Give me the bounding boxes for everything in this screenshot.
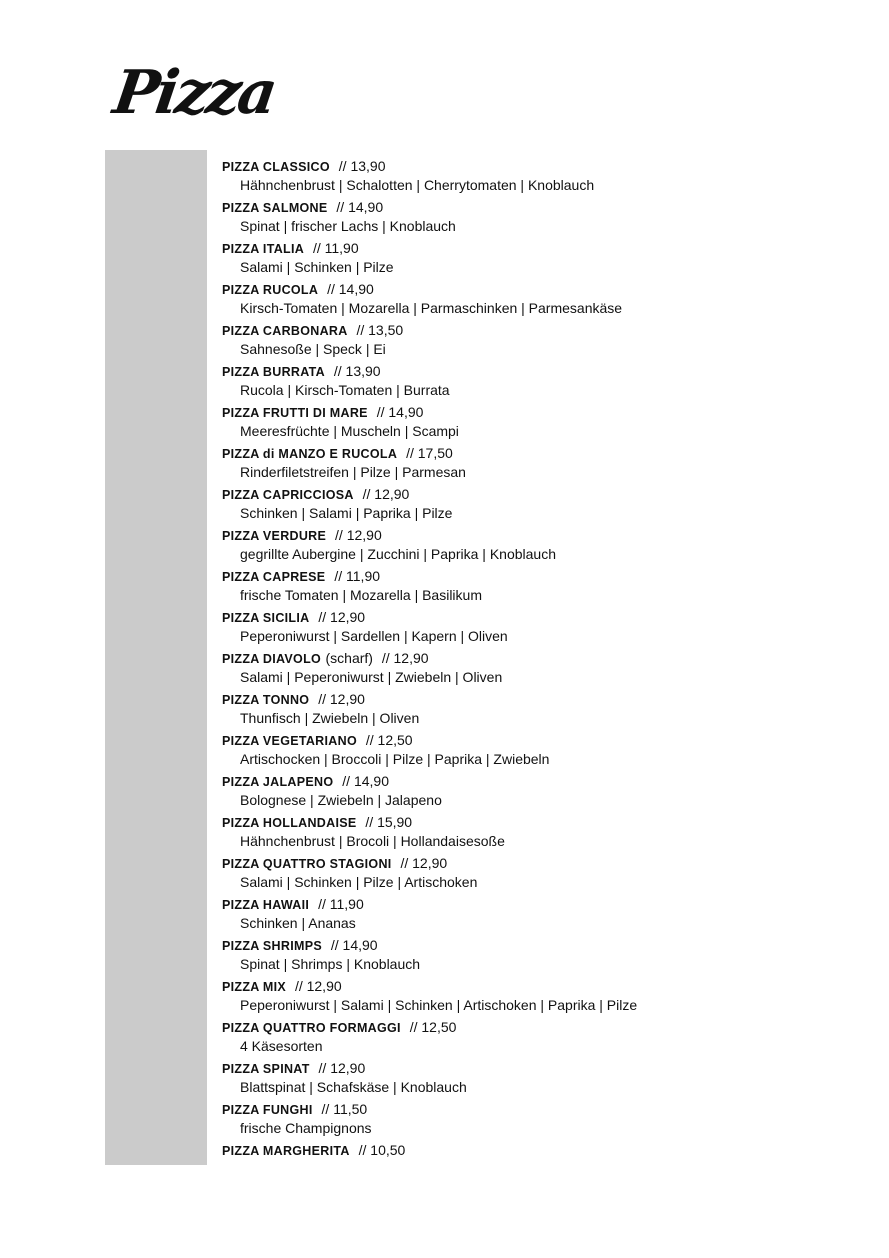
- menu-item-description: Sahnesoße | Speck | Ei: [240, 341, 386, 357]
- price-value: 13,50: [368, 322, 404, 338]
- menu-item-description: Rinderfiletstreifen | Pilze | Parmesan: [240, 464, 466, 480]
- menu-item-description: frische Tomaten | Mozarella | Basilikum: [240, 587, 482, 603]
- price-value: 12,90: [412, 855, 448, 871]
- menu-item: [222, 1017, 637, 1058]
- menu-item-heading: [222, 935, 637, 955]
- menu-item-price: // 14,90: [330, 937, 378, 953]
- menu-item-heading: [222, 1099, 637, 1119]
- price-value: 12,90: [393, 650, 429, 666]
- menu-item-description: Blattspinat | Schafskäse | Knoblauch: [240, 1079, 467, 1095]
- menu-item-price: // 13,90: [338, 158, 386, 174]
- menu-item-name: PIZZA QUATTRO FORMAGGI: [222, 1021, 401, 1035]
- menu-item-description: Spinat | Shrimps | Knoblauch: [240, 956, 421, 972]
- menu-item: [222, 976, 637, 1017]
- menu-item-name: PIZZA HAWAII: [222, 898, 310, 912]
- price-value: 14,90: [388, 404, 424, 420]
- menu-item-description: Kirsch-Tomaten | Mozarella | Parmaschinken | Parmesankäse: [240, 300, 623, 316]
- menu-item: [222, 935, 637, 976]
- menu-item-price: // 12,90: [318, 609, 366, 625]
- menu-item: [222, 320, 637, 361]
- price-value: 15,90: [377, 814, 413, 830]
- menu-item-name: PIZZA HOLLANDAISE: [222, 816, 357, 830]
- menu-item: [222, 525, 637, 566]
- menu-item-heading: [222, 812, 637, 832]
- menu-item-name: PIZZA QUATTRO STAGIONI: [222, 857, 392, 871]
- menu-item-description: frische Champignons: [240, 1120, 372, 1136]
- price-value: 12,90: [329, 691, 365, 707]
- menu-item-price: // 12,90: [294, 978, 342, 994]
- page-title: Pizza: [109, 58, 279, 128]
- menu-item-name: PIZZA SPINAT: [222, 1062, 310, 1076]
- menu-item-heading: [222, 853, 637, 873]
- menu-item-name: PIZZA TONNO: [222, 693, 310, 707]
- menu-item: [222, 689, 637, 730]
- price-value: 13,90: [345, 363, 381, 379]
- menu-item-description: 4 Käsesorten: [240, 1038, 323, 1054]
- menu-item-name: PIZZA di MANZO E RUCOLA: [222, 447, 398, 461]
- menu-item-price: // 12,90: [335, 527, 382, 543]
- menu-item-heading: [222, 607, 637, 627]
- menu-item-description: Peperoniwurst | Salami | Schinken | Artischoken | Paprika | Pilze: [240, 997, 638, 1013]
- price-value: 11,50: [333, 1101, 368, 1117]
- menu-item-description: Peperoniwurst | Sardellen | Kapern | Oliven: [240, 628, 508, 644]
- menu-item-description: Hähnchenbrust | Brocoli | Hollandaisesoße: [240, 833, 505, 849]
- menu-item-name: PIZZA CLASSICO: [222, 160, 330, 174]
- menu-item: [222, 1140, 637, 1181]
- menu-item-name: PIZZA FUNGHI: [222, 1103, 313, 1117]
- price-value: 14,90: [348, 199, 384, 215]
- menu-item-heading: [222, 566, 637, 586]
- menu-item-heading: [222, 648, 637, 668]
- menu-item-name: PIZZA CARBONARA: [222, 324, 348, 338]
- menu-item-heading: [222, 484, 637, 504]
- menu-item-name: PIZZA SHRIMPS: [222, 939, 322, 953]
- price-value: 12,90: [346, 527, 382, 543]
- menu-item-price: // 14,90: [327, 281, 374, 297]
- menu-item-description: Rucola | Kirsch-Tomaten | Burrata: [240, 382, 450, 398]
- menu-item-note: (scharf): [325, 650, 373, 666]
- menu-item-name: PIZZA DIAVOLO: [222, 652, 322, 666]
- menu-item-name: PIZZA ITALIA: [222, 242, 305, 256]
- menu-item-name: PIZZA MARGHERITA: [222, 1144, 350, 1158]
- menu-item: [222, 607, 637, 648]
- menu-item: [222, 361, 637, 402]
- menu-item-price: // 14,90: [376, 404, 424, 420]
- menu-item: [222, 730, 637, 771]
- menu-item-price: // 12,90: [381, 650, 429, 666]
- price-value: 12,50: [377, 732, 413, 748]
- menu-item-description: Thunfisch | Zwiebeln | Oliven: [240, 710, 420, 726]
- menu-item-description: Salami | Schinken | Pilze | Artischoken: [240, 874, 478, 890]
- menu-item-price: // 11,90: [334, 568, 381, 584]
- menu-item-description: Meeresfrüchte | Muscheln | Scampi: [240, 423, 459, 439]
- menu-item-heading: [222, 730, 637, 750]
- menu-item: [222, 443, 637, 484]
- menu-item-description: Bolognese | Zwiebeln | Jalapeno: [240, 792, 442, 808]
- menu-item-name: PIZZA CAPRICCIOSA: [222, 488, 354, 502]
- menu-item-price: // 12,50: [409, 1019, 457, 1035]
- menu-item: [222, 771, 637, 812]
- menu-item-heading: [222, 197, 637, 217]
- menu-item-name: PIZZA BURRATA: [222, 365, 325, 379]
- menu-item-heading: [222, 238, 637, 258]
- menu-item-price: // 14,90: [336, 199, 384, 215]
- menu-item-description: Salami | Peperoniwurst | Zwiebeln | Oliven: [240, 669, 503, 685]
- menu-item-heading: [222, 976, 637, 996]
- price-value: 12,90: [330, 1060, 366, 1076]
- menu-item-name: PIZZA VERDURE: [222, 529, 327, 543]
- price-value: 13,90: [350, 158, 386, 174]
- price-value: 17,50: [417, 445, 453, 461]
- menu-item-price: // 17,50: [406, 445, 453, 461]
- pizza-menu-list: [222, 156, 637, 1181]
- menu-item-name: PIZZA VEGETARIANO: [222, 734, 357, 748]
- menu-item-description: Schinken | Ananas: [240, 915, 356, 931]
- menu-item: [222, 1099, 637, 1140]
- menu-item-price: // 12,50: [365, 732, 413, 748]
- menu-item-heading: [222, 894, 637, 914]
- price-value: 14,90: [338, 281, 374, 297]
- menu-item: [222, 197, 637, 238]
- price-value: 14,90: [353, 773, 389, 789]
- price-value: 11,90: [324, 240, 359, 256]
- menu-item-heading: [222, 156, 637, 176]
- menu-item-price: // 12,90: [318, 691, 365, 707]
- menu-item-price: // 12,90: [318, 1060, 366, 1076]
- menu-item-name: PIZZA SALMONE: [222, 201, 328, 215]
- menu-item-name: PIZZA SICILIA: [222, 611, 310, 625]
- menu-item-heading: [222, 443, 637, 463]
- menu-item-price: // 13,90: [333, 363, 381, 379]
- menu-item-heading: [222, 525, 637, 545]
- menu-item-description: Salami | Schinken | Pilze: [240, 259, 394, 275]
- menu-item: [222, 279, 637, 320]
- menu-item-name: PIZZA RUCOLA: [222, 283, 319, 297]
- price-value: 12,50: [421, 1019, 457, 1035]
- menu-item-name: PIZZA MIX: [222, 980, 287, 994]
- price-value: 12,90: [330, 609, 366, 625]
- menu-item-description: gegrillte Aubergine | Zucchini | Paprika | Knoblauch: [240, 546, 556, 562]
- menu-item-price: // 15,90: [365, 814, 413, 830]
- menu-item-price: // 12,90: [400, 855, 448, 871]
- decorative-sidebar-bar: [105, 150, 207, 1165]
- menu-item: [222, 894, 637, 935]
- menu-item: [222, 812, 637, 853]
- price-value: 11,90: [346, 568, 381, 584]
- menu-item: [222, 402, 637, 443]
- menu-item-heading: [222, 689, 637, 709]
- menu-item-heading: [222, 279, 637, 299]
- menu-item-description: Spinat | frischer Lachs | Knoblauch: [240, 218, 456, 234]
- price-value: 11,90: [329, 896, 364, 912]
- menu-item: [222, 484, 637, 525]
- menu-item-heading: [222, 402, 637, 422]
- menu-item: [222, 648, 637, 689]
- menu-item-price: // 14,90: [342, 773, 389, 789]
- price-value: 12,90: [374, 486, 410, 502]
- menu-item-heading: [222, 361, 637, 381]
- menu-item-heading: [222, 1140, 637, 1160]
- menu-item-price: // 11,90: [312, 240, 359, 256]
- price-value: 12,90: [306, 978, 342, 994]
- menu-item: [222, 238, 637, 279]
- price-value: 14,90: [342, 937, 378, 953]
- menu-item-price: // 11,90: [318, 896, 364, 912]
- menu-item-heading: [222, 1017, 637, 1037]
- menu-item-name: PIZZA JALAPENO: [222, 775, 334, 789]
- menu-item-heading: [222, 1058, 637, 1078]
- menu-item-description: Hähnchenbrust | Schalotten | Cherrytomaten | Knoblauch: [240, 177, 595, 193]
- menu-item: [222, 156, 637, 197]
- menu-item: [222, 1058, 637, 1099]
- menu-item-heading: [222, 320, 637, 340]
- menu-item-heading: [222, 771, 637, 791]
- menu-item-price: // 10,50: [358, 1142, 406, 1158]
- menu-item-price: // 13,50: [356, 322, 404, 338]
- menu-item-name: PIZZA FRUTTI DI MARE: [222, 406, 368, 420]
- menu-item-description: Schinken | Salami | Paprika | Pilze: [240, 505, 453, 521]
- menu-item-price: // 11,50: [321, 1101, 368, 1117]
- menu-item: [222, 853, 637, 894]
- price-value: 10,50: [370, 1142, 406, 1158]
- menu-item: [222, 566, 637, 607]
- menu-item-name: PIZZA CAPRESE: [222, 570, 326, 584]
- menu-item-description: Artischocken | Broccoli | Pilze | Paprika | Zwiebeln: [240, 751, 550, 767]
- menu-item-price: // 12,90: [362, 486, 410, 502]
